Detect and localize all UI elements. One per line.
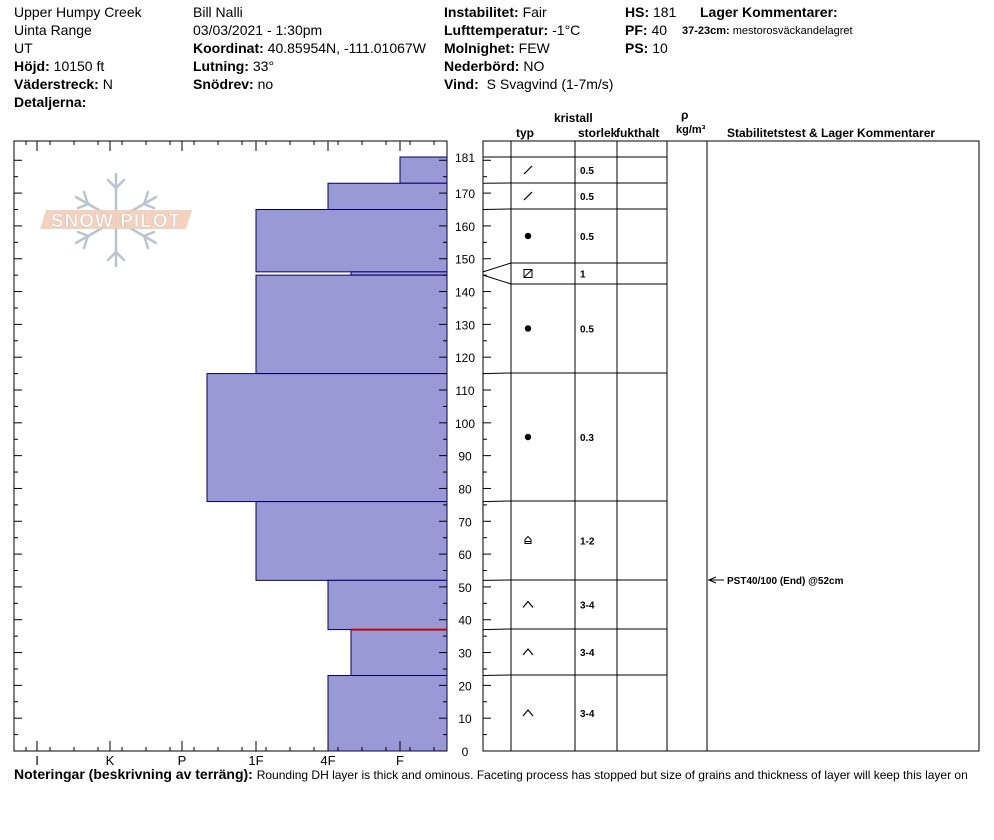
observer-name: Bill Nalli: [193, 4, 243, 20]
wind-value: S Svagvind (1-7m/s): [486, 76, 614, 92]
layer-comment-text: mestorosväckandelagret: [732, 25, 853, 37]
layer-bar-7: [328, 580, 447, 629]
depth-label-170: 170: [454, 187, 476, 202]
layer-bar-6: [256, 502, 447, 581]
aspect-value: N: [102, 76, 113, 92]
elevation-label: Höjd:: [14, 58, 50, 74]
depth-label-140: 140: [454, 285, 476, 300]
grain-size-8: 3-4: [580, 648, 595, 659]
layer-bar-1: [328, 183, 447, 209]
wind-label: Vind:: [444, 76, 479, 92]
range-name: Uinta Range: [14, 22, 92, 38]
depth-label-120: 120: [454, 351, 476, 366]
depth-label-20: 20: [458, 679, 472, 694]
coord-value: 40.85954N, -111.01067W: [267, 40, 426, 56]
obs-datetime: 03/03/2021 - 1:30pm: [193, 22, 323, 38]
hs-label: HS:: [625, 4, 650, 20]
connector-line: [483, 501, 511, 502]
table-column-lines: [511, 141, 707, 751]
hardness-label-P: P: [177, 753, 187, 768]
rho-header: ρ: [681, 108, 689, 122]
depth-label-80: 80: [458, 482, 472, 497]
layer-bar-2: [256, 210, 447, 272]
rounded-faceted-icon-slash: [524, 270, 532, 278]
depth-label-70: 70: [458, 515, 472, 530]
depth-hoar-icon: [523, 602, 533, 608]
drift-label: Snödrev:: [193, 76, 254, 92]
state-name: UT: [14, 40, 33, 56]
pf-value: 40: [651, 22, 668, 38]
elevation-value: 10150 ft: [53, 58, 105, 74]
layer-bar-8: [351, 630, 447, 676]
grain-size-4: 0.5: [580, 324, 594, 336]
decomposing-icon: [524, 166, 532, 174]
depth-label-100: 100: [454, 416, 476, 431]
instability-value: Fair: [522, 4, 547, 20]
depth-label-30: 30: [458, 646, 472, 661]
type-header: typ: [516, 126, 534, 140]
depth-label-110: 110: [455, 384, 475, 399]
location-name: Upper Humpy Creek: [14, 4, 142, 20]
layer-bars: [207, 157, 447, 751]
hardness-label-F: F: [396, 753, 404, 768]
hardness-label-1F: 1F: [248, 753, 264, 768]
precip-label: Nederbörd:: [444, 58, 520, 74]
grain-size-5: 0.3: [580, 433, 594, 444]
layer-comment-range: 37-23cm:: [682, 25, 730, 37]
hardness-label-4F: 4F: [320, 753, 336, 768]
coord-label: Koordinat:: [193, 40, 264, 56]
size-header: storlek: [578, 126, 618, 140]
notes-label: Noteringar (beskrivning av terräng):: [14, 766, 253, 782]
depth-label-150: 150: [454, 252, 476, 267]
notes-row: [14, 766, 968, 784]
layer-bar-5: [207, 374, 447, 502]
layer-bar-4: [256, 275, 447, 373]
layer-bar-0: [400, 157, 447, 183]
stability-header: Stabilitetstest & Lager Kommentarer: [727, 126, 936, 140]
instability-label: Instabilitet:: [444, 4, 519, 20]
pf-label: PF:: [625, 22, 648, 38]
sky-label: Molnighet:: [444, 40, 515, 56]
logo-text: SNOW PILOT: [50, 211, 182, 232]
connector-line: [483, 629, 511, 630]
depth-label-181: 181: [454, 151, 476, 165]
snowpilot-logo: [40, 174, 192, 266]
grain-size-2: 0.5: [580, 232, 594, 243]
ps-value: 10: [652, 40, 668, 56]
aspect-label: Väderstreck:: [14, 76, 99, 92]
depth-label-50: 50: [458, 580, 472, 595]
depth-hoar-icon: [523, 649, 533, 655]
layer-bar-9: [328, 676, 447, 751]
slope-value: 33°: [252, 58, 275, 74]
depth-label-0: 0: [461, 745, 469, 759]
grain-size-9: 3-4: [580, 709, 595, 720]
details-label: Detaljerna:: [14, 94, 87, 110]
hardness-label-K: K: [105, 753, 115, 768]
depth-hoar-icon: [523, 710, 533, 716]
depth-label-10: 10: [458, 712, 472, 727]
airtemp-label: Lufttemperatur:: [444, 22, 549, 38]
depth-label-130: 130: [454, 318, 476, 333]
rounded-icon: [525, 325, 531, 331]
precip-value: NO: [523, 58, 545, 74]
connector-line: [483, 209, 511, 210]
connector-line: [483, 275, 511, 284]
depth-label-160: 160: [454, 219, 476, 234]
connector-line: [483, 263, 511, 272]
notes-text: Rounding DH layer is thick and ominous. Faceting process has stopped but size of grains and thickness of layer will keep this layer on: [256, 768, 968, 782]
sky-value: FEW: [518, 40, 550, 56]
airtemp-value: -1°C: [552, 22, 581, 38]
decomposing-icon: [524, 192, 532, 200]
drift-value: no: [257, 76, 274, 92]
layer-comments-label: Lager Kommentarer:: [700, 4, 838, 20]
rounded-icon: [525, 434, 531, 440]
grain-size-0: 0.5: [580, 166, 594, 177]
depth-hoar-rounding-icon: [525, 537, 531, 544]
slope-label: Lutning:: [193, 58, 249, 74]
grain-size-1: 0.5: [580, 192, 594, 203]
rounded-icon: [525, 233, 531, 239]
test-result-text: PST40/100 (End) @52cm: [727, 576, 844, 587]
depth-label-40: 40: [458, 613, 472, 628]
hs-value: 181: [653, 4, 677, 20]
connector-line: [483, 373, 511, 374]
connector-line: [483, 675, 511, 676]
layer-table-frame: [483, 141, 979, 751]
density-unit-header: kg/m³: [676, 124, 706, 136]
grain-size-6: 1-2: [580, 536, 595, 548]
stability-test-marker: [708, 576, 844, 587]
ps-label: PS:: [625, 40, 649, 56]
crystal-header: kristall: [554, 111, 593, 125]
grain-size-7: 3-4: [580, 600, 595, 612]
moisture-header: fukthalt: [616, 126, 660, 140]
grain-size-3: 1: [580, 269, 586, 281]
depth-label-90: 90: [458, 449, 472, 464]
depth-label-60: 60: [458, 548, 472, 563]
hardness-label-I: I: [35, 753, 39, 768]
